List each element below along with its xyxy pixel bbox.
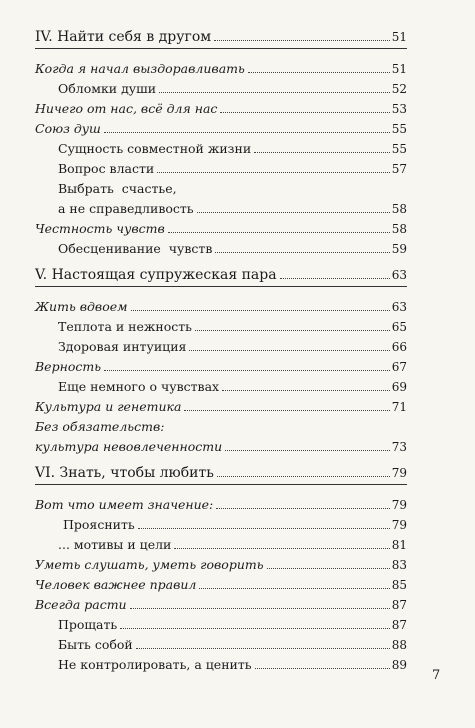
entry-label: Уметь слушать, уметь говорить <box>35 557 264 572</box>
toc-entry <box>35 572 407 592</box>
entry-label: Прояснить <box>63 517 135 532</box>
toc-entry <box>35 116 407 136</box>
dot-leader <box>280 278 390 279</box>
dot-leader <box>195 330 390 331</box>
dot-leader <box>159 92 390 93</box>
dot-leader <box>199 588 389 589</box>
toc-entry-part: Без обязательств: <box>35 419 165 434</box>
toc-entry <box>58 76 407 96</box>
toc-entry <box>35 96 407 116</box>
page-number: 87 <box>391 598 407 612</box>
page-number: 63 <box>391 268 407 282</box>
page-number: 58 <box>391 222 407 236</box>
dot-leader <box>138 528 390 529</box>
toc-entry <box>63 512 407 532</box>
toc-entry <box>35 394 407 414</box>
dot-leader <box>157 172 389 173</box>
section-divider <box>35 48 407 49</box>
entry-label: Не контролировать, а ценить <box>58 657 252 672</box>
entry-label: Ничего от нас, всё для нас <box>35 101 218 116</box>
dot-leader <box>216 508 389 509</box>
toc-entry <box>35 354 407 374</box>
toc-entry <box>35 294 407 314</box>
page-number: 87 <box>391 618 407 632</box>
dot-leader <box>131 310 390 311</box>
chapter-title: V. Настоящая супружеская пара <box>35 267 277 283</box>
dot-leader <box>104 370 390 371</box>
page-number: 67 <box>391 360 407 374</box>
entry-label: Быть собой <box>58 637 133 652</box>
dot-leader <box>222 390 390 391</box>
entry-label: Обесценивание чувств <box>58 241 213 256</box>
page-number: 51 <box>391 30 407 44</box>
toc-entry <box>35 56 407 76</box>
entry-label: Вопрос власти <box>58 161 155 176</box>
page-number: 73 <box>391 440 407 454</box>
dot-leader <box>104 132 390 133</box>
dot-leader <box>136 648 390 649</box>
dot-leader <box>189 350 389 351</box>
toc-entry <box>58 136 407 156</box>
entry-label: Жить вдвоем <box>35 299 128 314</box>
toc-entry <box>58 612 407 632</box>
page-number: 85 <box>391 578 407 592</box>
chapter-heading-6 <box>35 460 407 480</box>
toc-entry <box>58 652 407 672</box>
section-divider <box>35 484 407 485</box>
toc-entry <box>58 374 407 394</box>
toc-entry <box>58 334 407 354</box>
page-number: 88 <box>391 638 407 652</box>
page-number: 63 <box>391 300 407 314</box>
entry-label: ... мотивы и цели <box>58 537 172 552</box>
chapter-title: IV. Найти себя в другом <box>35 29 212 45</box>
page-number: 52 <box>391 82 407 96</box>
page-number: 69 <box>391 380 407 394</box>
toc-entry <box>58 196 407 216</box>
toc-entry <box>58 314 407 334</box>
dot-leader <box>214 40 390 41</box>
dot-leader <box>267 568 390 569</box>
entry-label: Прощать <box>58 617 118 632</box>
page-number: 65 <box>391 320 407 334</box>
toc-entry <box>58 236 407 256</box>
chapter-heading-5 <box>35 262 407 282</box>
entry-label: Еще немного о чувствах <box>58 379 220 394</box>
entry-label: Обломки души <box>58 81 157 96</box>
page-number: 79 <box>391 518 407 532</box>
entry-label: Культура и генетика <box>35 399 182 414</box>
toc-entry <box>35 492 407 512</box>
page-number: 55 <box>391 122 407 136</box>
dot-leader <box>254 152 390 153</box>
chapter-heading-4 <box>35 24 407 44</box>
page-number: 57 <box>391 162 407 176</box>
entry-label: Всегда расти <box>35 597 127 612</box>
toc-entry <box>58 532 407 552</box>
section-divider <box>35 286 407 287</box>
page-number: 71 <box>391 400 407 414</box>
page-number: 53 <box>391 102 407 116</box>
entry-label: Когда я начал выздоравливать <box>35 61 245 76</box>
toc-entry <box>35 592 407 612</box>
entry-label: Теплота и нежность <box>58 319 192 334</box>
chapter-title: VI. Знать, чтобы любить <box>35 465 214 481</box>
entry-label: Честность чувств <box>35 221 165 236</box>
toc-entry <box>58 156 407 176</box>
page-number: 51 <box>391 62 407 76</box>
toc-entry <box>35 216 407 236</box>
page-number: 59 <box>391 242 407 256</box>
toc-entry <box>58 632 407 652</box>
toc-entry <box>35 552 407 572</box>
entry-label: Человек важнее правил <box>35 577 197 592</box>
page-number: 89 <box>391 658 407 672</box>
dot-leader <box>120 628 389 629</box>
page-number: 58 <box>391 202 407 216</box>
page-number: 79 <box>391 466 407 480</box>
entry-label: Сущность совместной жизни <box>58 141 252 156</box>
page-number: 55 <box>391 142 407 156</box>
entry-label: культура невовлеченности <box>35 439 223 454</box>
dot-leader <box>184 410 389 411</box>
page-number: 81 <box>391 538 407 552</box>
dot-leader <box>174 548 389 549</box>
page-number: 66 <box>391 340 407 354</box>
entry-label: Верность <box>35 359 102 374</box>
dot-leader <box>215 252 389 253</box>
entry-label: Союз душ <box>35 121 101 136</box>
folio-page-number: 7 <box>432 668 441 683</box>
page-number: 83 <box>391 558 407 572</box>
page-number: 79 <box>391 498 407 512</box>
dot-leader <box>197 212 390 213</box>
entry-label: а не справедливость <box>58 201 194 216</box>
dot-leader <box>225 450 390 451</box>
entry-label: Здоровая интуиция <box>58 339 187 354</box>
toc-entry-part: Выбрать счастье, <box>58 181 177 196</box>
dot-leader <box>248 72 390 73</box>
dot-leader <box>130 608 390 609</box>
dot-leader <box>220 112 389 113</box>
dot-leader <box>168 232 390 233</box>
dot-leader <box>217 476 390 477</box>
dot-leader <box>255 668 390 669</box>
toc-entry <box>35 434 407 454</box>
entry-label: Вот что имеет значение: <box>35 497 214 512</box>
